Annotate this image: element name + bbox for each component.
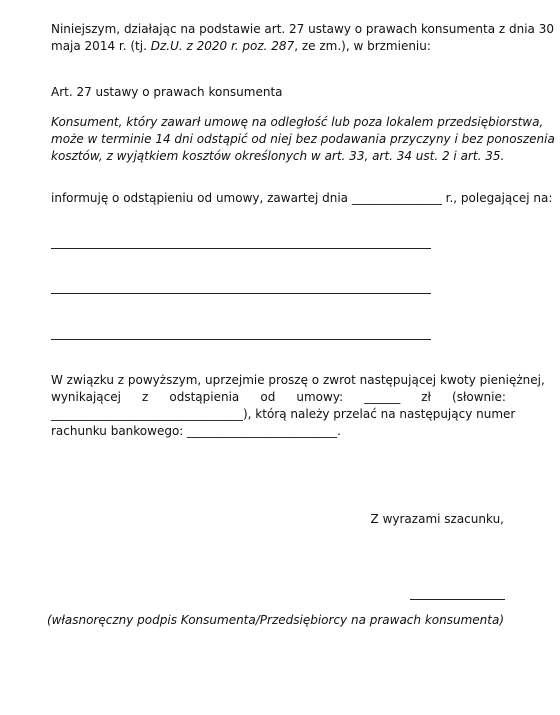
intro-line-1: Niniejszym, działając na podstawie art. 27 ustawy o prawach konsumenta z dnia 30	[51, 22, 554, 36]
contract-description-line-1	[51, 248, 431, 249]
article-title: Art. 27 ustawy o prawach konsumenta	[51, 85, 283, 99]
refund-word: ______	[364, 390, 401, 404]
article-quote-line-3: kosztów, z wyjątkiem kosztów określonych w art. 33, art. 34 ust. 2 i art. 35.	[51, 149, 505, 163]
refund-word: wynikającej	[51, 390, 121, 404]
intro-line-2-a: maja 2014 r. (tj.	[51, 39, 151, 53]
contract-description-line-3	[51, 339, 431, 340]
intro-line-2	[51, 38, 506, 55]
signature-line	[410, 599, 505, 600]
withdrawal-statement	[51, 190, 553, 207]
intro-line-2-c: , ze zm.), w brzmieniu:	[294, 39, 431, 53]
contract-description-line-2	[51, 293, 431, 294]
refund-word: odstąpienia	[169, 390, 240, 404]
refund-word: od	[260, 390, 276, 404]
refund-line-4: rachunku bankowego: _________________________.	[51, 424, 341, 438]
refund-request-paragraph	[51, 372, 545, 440]
intro-paragraph	[51, 21, 554, 55]
signature-caption: (własnoręczny podpis Konsumenta/Przedsiębiorcy na prawach konsumenta)	[46, 613, 504, 627]
article-quote	[51, 114, 555, 165]
refund-line-2	[51, 389, 506, 406]
closing-regards: Z wyrazami szacunku,	[370, 512, 504, 526]
withdrawal-statement-text: informuję o odstąpieniu od umowy, zawartej dnia _______________ r., polegającej na:	[51, 191, 553, 205]
refund-line-3: ________________________________), którą należy przelać na następujący numer	[51, 407, 516, 421]
article-quote-line-1: Konsument, który zawarł umowę na odległość lub poza lokalem przedsiębiorstwa,	[51, 115, 544, 129]
refund-word: zł	[421, 390, 431, 404]
refund-word: z	[142, 390, 149, 404]
refund-word: (słownie:	[452, 390, 506, 404]
refund-word: umowy:	[296, 390, 344, 404]
article-quote-line-2: może w terminie 14 dni odstąpić od niej bez podawania przyczyny i bez ponoszenia	[51, 132, 555, 146]
refund-line-1: W związku z powyższym, uprzejmie proszę o zwrot następującej kwoty pieniężnej,	[51, 373, 545, 387]
intro-journal-reference: Dz.U. z 2020 r. poz. 287	[150, 39, 295, 53]
